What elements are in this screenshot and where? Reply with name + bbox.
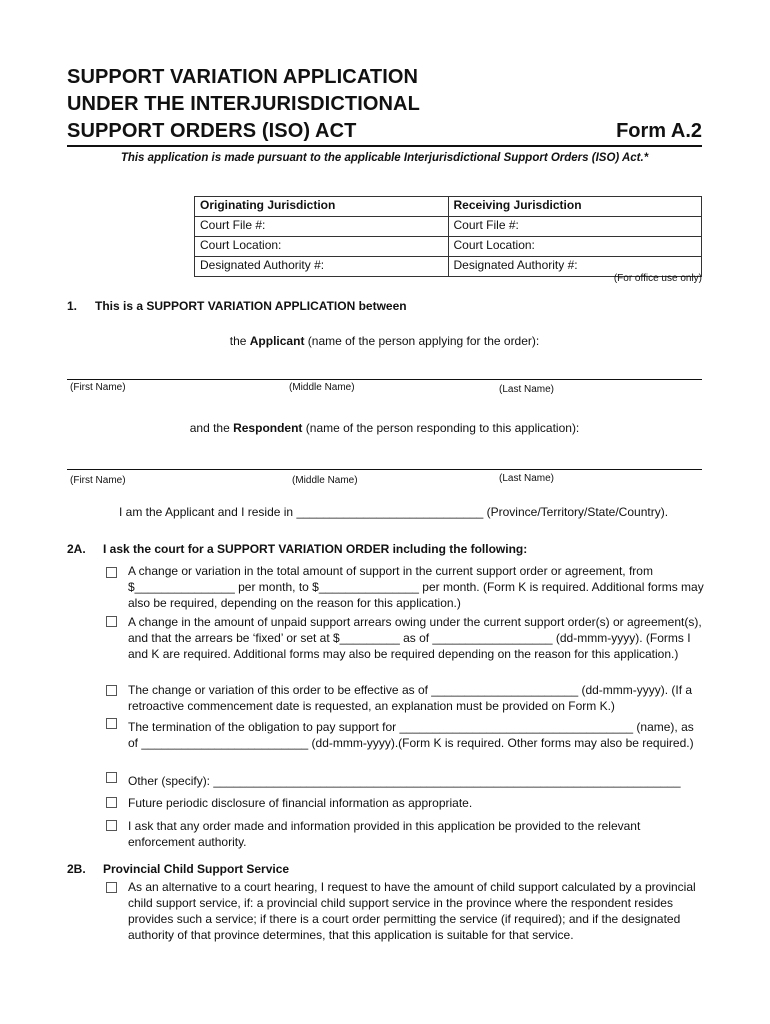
other-specify-checkbox[interactable] (106, 772, 117, 783)
receiving-jurisdiction-heading: Receiving Jurisdiction (448, 197, 702, 217)
applicant-name-line[interactable] (67, 379, 702, 380)
form-title-line-3: SUPPORT ORDERS (ISO) ACT (67, 120, 357, 142)
jurisdiction-table (194, 196, 702, 277)
respondent-first-name-label: (First Name) (70, 475, 126, 486)
respondent-instruction: and the Respondent (name of the person responding to this application): (189, 421, 580, 435)
originating-court-file-field[interactable]: Court File #: (195, 217, 449, 237)
applicant-instruction: the Applicant (name of the person applying for the order): (229, 334, 540, 348)
section-2a-number: 2A. (67, 542, 86, 556)
applicant-middle-name-label: (Middle Name) (289, 382, 355, 393)
header-divider (67, 145, 702, 147)
section-2a-title: I ask the court for a SUPPORT VARIATION ORDER including the following: (103, 542, 528, 556)
residence-statement: I am the Applicant and I reside in ____________________________ (Province/Territory/State/Country). (119, 505, 669, 519)
office-use-note: (For office use only) (613, 273, 702, 284)
child-support-service-option: As an alternative to a court hearing, I request to have the amount of child support calculated by a provincial child support service, if: a provincial child support service in the province where the respondent resides provides such a service; if there is a court order permitting the service (if required); and if the designated authority of that province determines, that this application is suitable for that service. (128, 880, 696, 942)
enforcement-authority-option: I ask that any order made and information provided in this application be provided to the relevant enforcement authority. (128, 819, 641, 849)
originating-designated-authority-field[interactable]: Designated Authority #: (195, 257, 449, 277)
variation-amount-checkbox[interactable] (106, 567, 117, 578)
enforcement-authority-checkbox[interactable] (106, 820, 117, 831)
variation-amount-option: A change or variation in the total amount of support in the current support order or agreement, from $_______________ per month, to $_______________ per month. (Form K is required. Additional forms may also be required, depending on the reason for this application.) (128, 564, 704, 610)
receiving-court-file-field[interactable]: Court File #: (448, 217, 702, 237)
form-title-line-2: UNDER THE INTERJURISDICTIONAL (67, 93, 420, 115)
originating-court-location-field[interactable]: Court Location: (195, 237, 449, 257)
originating-jurisdiction-heading: Originating Jurisdiction (195, 197, 449, 217)
effective-date-option: The change or variation of this order to be effective as of ______________________ (dd-mmm-yyyy). (If a retroactive commencement date is requested, an explanation must be provided on Form K.) (128, 683, 693, 713)
arrears-change-option: A change in the amount of unpaid support arrears owing under the current support order(s) or agreement(s), and that the arrears be ‘fixed’ or set at $_________ as of __________________ (dd-mmm-yyyy). (Forms I and K are required. Additional forms may also be required depending on the reason for this application.) (128, 615, 702, 661)
respondent-last-name-label: (Last Name) (499, 473, 555, 484)
receiving-court-location-field[interactable]: Court Location: (448, 237, 702, 257)
financial-disclosure-checkbox[interactable] (106, 797, 117, 808)
arrears-change-checkbox[interactable] (106, 616, 117, 627)
receiving-designated-authority-field[interactable]: Designated Authority #: (448, 257, 702, 277)
termination-checkbox[interactable] (106, 718, 117, 729)
section-1-title: This is a SUPPORT VARIATION APPLICATION between (95, 299, 407, 313)
financial-disclosure-option: Future periodic disclosure of financial information as appropriate. (128, 796, 473, 810)
form-title-line-1: SUPPORT VARIATION APPLICATION (67, 66, 419, 88)
other-specify-option: Other (specify): ______________________________________________________________________ (128, 774, 681, 788)
respondent-middle-name-label: (Middle Name) (292, 475, 358, 486)
respondent-name-line[interactable] (67, 469, 702, 470)
section-2b-title: Provincial Child Support Service (103, 862, 290, 876)
section-2b-number: 2B. (67, 862, 86, 876)
form-identifier: Form A.2 (616, 120, 702, 142)
form-subtitle: This application is made pursuant to the applicable Interjurisdictional Support Orders (ISO) Act.* (120, 152, 649, 164)
effective-date-checkbox[interactable] (106, 685, 117, 696)
termination-option: The termination of the obligation to pay support for ___________________________________ (name), as of _________________________ (dd-mmm-yyyy).(Form K is required. Other forms may also be required.) (128, 720, 694, 750)
applicant-first-name-label: (First Name) (70, 382, 126, 393)
child-support-service-checkbox[interactable] (106, 882, 117, 893)
section-1-number: 1. (67, 299, 78, 313)
applicant-last-name-label: (Last Name) (499, 384, 555, 395)
